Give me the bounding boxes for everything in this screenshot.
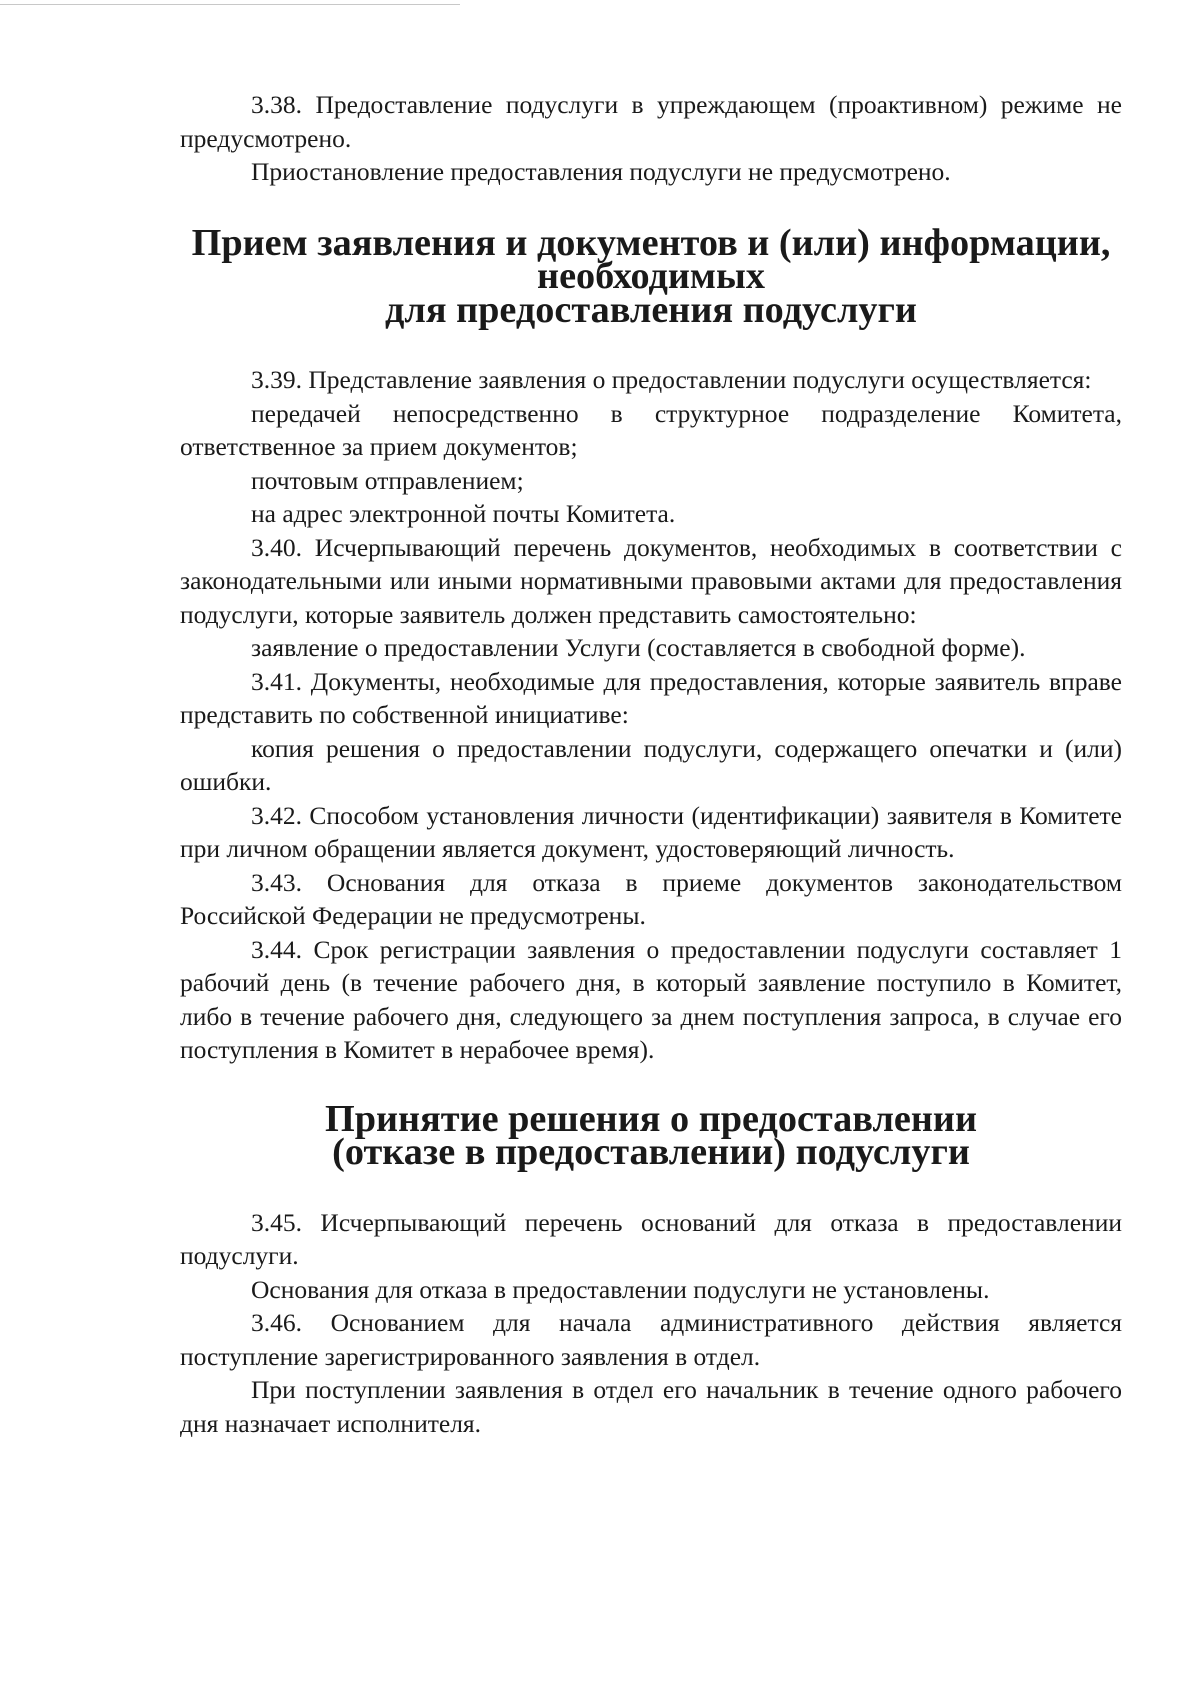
paragraph-3-46: 3.46. Основанием для начала административного действия является поступление зарегистрированного заявления в отдел.	[180, 1308, 1122, 1371]
paragraph-3-43: 3.43. Основания для отказа в приеме документов законодательством Российской Федерации не предусмотрены.	[180, 867, 1122, 930]
section-heading-acceptance	[180, 221, 1122, 331]
paragraph-postal: почтовым отправлением;	[251, 465, 524, 495]
heading-line-1: Принятие решения о предоставлении	[324, 1097, 978, 1140]
paragraph-decision-copy: копия решения о предоставлении подуслуги, содержащего опечатки и (или) ошибки.	[180, 733, 1122, 796]
paragraph-email: на адрес электронной почты Комитета.	[251, 499, 676, 528]
heading-line-2: (отказе в предоставлении) подуслуги	[332, 1131, 970, 1173]
spacer	[180, 189, 1122, 227]
heading-line-2: для предоставления подуслуги	[385, 288, 917, 331]
section-heading-decision	[180, 1097, 1122, 1173]
document-body	[180, 88, 1122, 1440]
paragraph-3-42: 3.42. Способом установления личности (идентификации) заявителя в Комитете при личном обращении является документ, удостоверяющий личность.	[180, 800, 1122, 863]
paragraph-3-38: 3.38. Предоставление подуслуги в упреждающем (проактивном) режиме не предусмотрено.	[180, 90, 1122, 153]
scan-edge-line	[0, 4, 460, 5]
paragraph-application-form: заявление о предоставлении Услуги (составляется в свободной форме).	[251, 633, 1026, 662]
paragraph-3-45: 3.45. Исчерпывающий перечень оснований для отказа в предоставлении подуслуги.	[180, 1207, 1122, 1270]
paragraph-3-39: 3.39. Представление заявления о предоставлении подуслуги осуществляется:	[251, 365, 1092, 394]
paragraph-3-44: 3.44. Срок регистрации заявления о предоставлении подуслуги составляет 1 рабочий день (в течение рабочего дня, в который заявление поступило в Комитет, либо в течение рабочего дня, следующего за днем поступления запроса, в случае его поступления в Комитет в нерабочее время).	[180, 934, 1122, 1064]
heading-line-1: Прием заявления и документов и (или) информации, необходимых	[191, 221, 1111, 297]
paragraph-3-40: 3.40. Исчерпывающий перечень документов, необходимых в соответствии с законодательными или иными нормативными правовыми актами для предоставления подуслуги, которые заявитель должен представить самостоятельно:	[180, 532, 1122, 629]
paragraph-direct-submission: передачей непосредственно в структурное подразделение Комитета, ответственное за прием документов;	[180, 398, 1122, 461]
spacer	[180, 1170, 1122, 1206]
paragraph-executor-assignment: При поступлении заявления в отдел его начальник в течение одного рабочего дня назначает исполнителя.	[180, 1375, 1122, 1438]
spacer	[180, 327, 1122, 363]
paragraph-no-refusal-grounds: Основания для отказа в предоставлении подуслуги не установлены.	[251, 1274, 990, 1304]
paragraph-suspension: Приостановление предоставления подуслуги не предусмотрено.	[251, 157, 951, 186]
paragraph-3-41: 3.41. Документы, необходимые для предоставления, которые заявитель вправе представить по собственной инициативе:	[180, 666, 1122, 729]
